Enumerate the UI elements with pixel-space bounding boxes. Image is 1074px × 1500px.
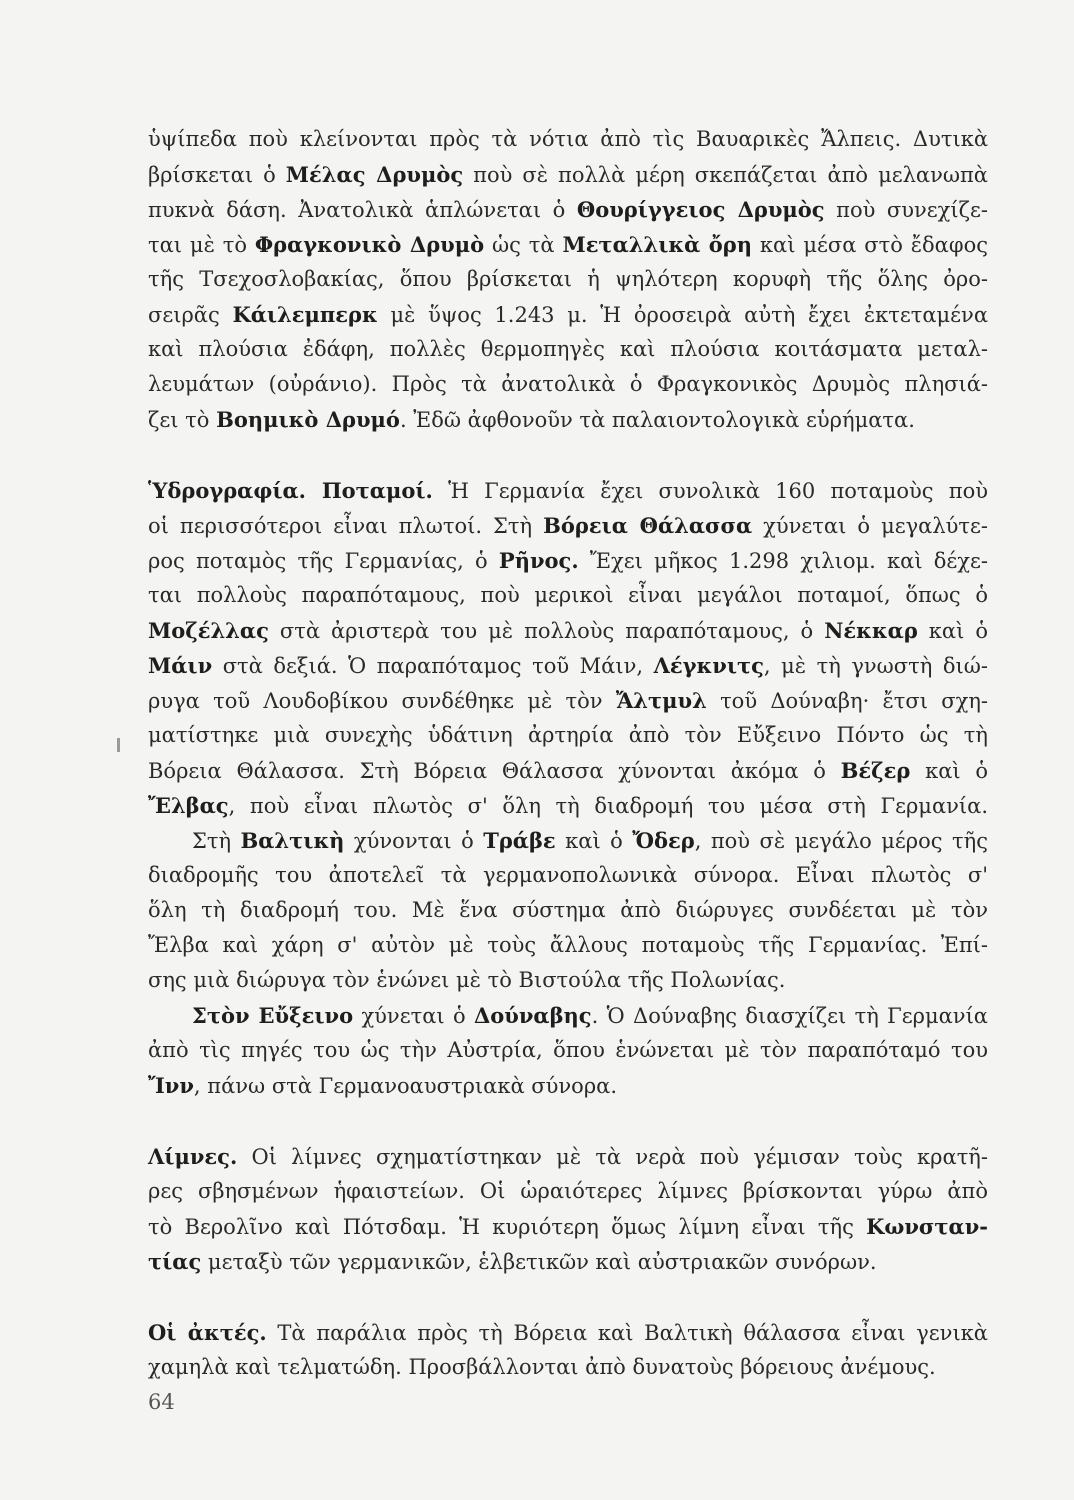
text-line [148,1209,988,1244]
text-run: , ποὺ εἶναι πλωτὸς σ' ὅλη τὴ διαδρομή του μέσα στὴ Γερμανία. [228,794,988,818]
paragraph-2 [148,473,988,1103]
text-run: χύνεται ὁ μεγαλύτε- [752,514,989,538]
text-run: ὑψίπεδα ποὺ κλείνονται πρὸς τὰ νότια ἀπὸ τὶς Βαυαρικὲς Ἄλπεις. Δυτικὰ [148,127,988,151]
text-run: καὶ ὁ [555,829,633,853]
bold-term: Φραγκονικὸ Δρυμὸ [254,232,485,257]
text-run: σειρᾶς [148,303,233,327]
text-line [148,1350,988,1385]
bold-term: Μάιν [148,653,213,678]
text-run: ποὺ συνεχίζε- [824,198,988,222]
bold-term: Βέζερ [840,758,911,783]
bold-term: Κωνσταν- [866,1214,988,1239]
page-body [148,122,988,1385]
text-run: Ἡ Γερμανία ἔχει συνολικὰ 160 ποταμοὺς ποὺ [432,479,988,503]
text-line [148,473,988,508]
text-line [148,823,988,858]
text-run: , ποὺ σὲ μεγάλο μέρος τῆς [694,829,988,853]
text-line [148,1174,988,1209]
bold-term: Θουρίγγειος Δρυμὸς [576,197,825,222]
text-run: ρυγα τοῦ Λουδοβίκου συνδέθηκε μὲ τὸν [148,689,616,713]
text-run: μεταξὺ τῶν γερμανικῶν, ἑλβετικῶν καὶ αὐστριακῶν συνόρων. [201,1250,877,1274]
text-line [148,332,988,367]
text-line [148,262,988,297]
text-run: καὶ πλούσια ἐδάφη, πολλὲς θερμοπηγὲς καὶ πλούσια κοιτάσματα μεταλ- [148,337,988,361]
bold-term: Μεταλλικὰ ὄρη [562,232,753,257]
text-run: ρος ποταμὸς τῆς Γερμανίας, ὁ [148,549,499,573]
text-run: στὰ δεξιά. Ὁ παραπόταμος τοῦ Μάιν, [212,654,654,678]
margin-mark [117,738,120,752]
bold-term: Ἴνν [148,1073,194,1098]
text-run: τὸ Βερολῖνο καὶ Πότσδαμ. Ἡ κυριότερη ὅμως λίμνη εἶναι τῆς [148,1215,867,1239]
text-run: ματίστηκε μιὰ συνεχὴς ὑδάτινη ἀρτηρία ἀπὸ τὸν Εὔξεινο Πόντο ὡς τὴ [148,723,988,747]
text-line [148,122,988,157]
bold-term: Ὄδερ [632,828,695,853]
text-line [148,543,988,578]
bold-term: Κάιλεμπερκ [232,302,378,327]
paragraph-3 [148,1139,988,1279]
text-run: οἱ περισσότεροι εἶναι πλωτοί. Στὴ [148,514,544,538]
text-line [148,1033,988,1068]
text-run: , μὲ τὴ γνωστὴ διώ- [763,654,988,678]
bold-term: τίας [148,1249,202,1274]
text-run: βρίσκεται ὁ [148,163,286,187]
text-run: . Ὁ Δούναβης διασχίζει τὴ Γερμανία [591,1004,988,1028]
text-run: Τὰ παράλια πρὸς τὴ Βόρεια καὶ Βαλτικὴ θάλασσα εἶναι γενικὰ [266,1321,988,1345]
bold-term: Ἔλβας [148,793,229,818]
text-line [148,788,988,823]
text-run: μὲ ὕψος 1.243 μ. Ἡ ὀροσειρὰ αὐτὴ ἔχει ἐκτεταμένα [377,303,988,327]
bold-term: Τράβε [483,828,556,853]
text-line [148,578,988,613]
bold-term: Βοημικὸ Δρυμό [216,407,400,432]
bold-term: Ρῆνος. [498,548,579,573]
text-run: Βόρεια Θάλασσα. Στὴ Βόρεια Θάλασσα χύνονται ἀκόμα ὁ [148,759,841,783]
bold-term: Νέκκαρ [824,618,918,643]
text-run: Ἔλβα καὶ χάρη σ' αὐτὸν μὲ τοὺς ἄλλους ποταμοὺς τῆς Γερμανίας. Ἐπί- [148,933,988,957]
text-run: , πάνω στὰ Γερμανοαυστριακὰ σύνορα. [193,1074,618,1098]
text-run: χύνονται ὁ [344,829,484,853]
text-run: Στὴ [192,829,241,853]
text-line [148,648,988,683]
text-line [148,613,988,648]
bold-term: Μέλας Δρυμὸς [285,162,464,187]
text-run: καὶ ὁ [910,759,988,783]
text-run: ρες σβησμένων ἡφαιστείων. Οἱ ὡραιότερες λίμνες βρίσκονται γύρω ἀπὸ [148,1179,988,1203]
text-line [148,753,988,788]
text-run: ται πολλοὺς παραπόταμους, ποὺ μερικοὶ εἶναι μεγάλοι ποταμοί, ὅπως ὁ [148,583,988,607]
text-run: τῆς Τσεχοσλοβακίας, ὅπου βρίσκεται ἡ ψηλότερη κορυφὴ τῆς ὅλης ὀρο- [148,267,988,291]
bold-term: Οἱ ἀκτές. [148,1320,267,1345]
bold-term: Βόρεια Θάλασσα [543,513,753,538]
text-run: . Ἐδῶ ἀφθονοῦν τὰ παλαιοντολογικὰ εὑρήματα. [399,408,915,432]
text-line [148,157,988,192]
text-run: διαδρομῆς του ἀποτελεῖ τὰ γερμανοπολωνικὰ σύνορα. Εἶναι πλωτὸς σ' [148,863,988,887]
bold-term: Μοζέλλας [148,618,269,643]
text-run: τοῦ Δούναβη· ἔτσι σχη- [706,689,988,713]
text-run: χύνεται ὁ [353,1004,474,1028]
text-line [148,192,988,227]
text-line [148,367,988,402]
text-run: σης μιὰ διώρυγα τὸν ἑνώνει μὲ τὸ Βιστούλα τῆς Πολωνίας. [148,968,786,992]
text-run: Ἔχει μῆκος 1.298 χιλιομ. καὶ δέχε- [578,549,988,573]
text-line [148,1244,988,1279]
text-run: ται μὲ τὸ [148,233,255,257]
text-line [148,1068,988,1103]
page-number: 64 [148,1390,175,1414]
text-line [148,508,988,543]
text-run: ποὺ σὲ πολλὰ μέρη σκεπάζεται ἀπὸ μελανωπὰ [463,163,988,187]
text-run: καὶ ὁ [917,619,988,643]
paragraph-4 [148,1315,988,1385]
bold-term: Ὑδρογραφία. Ποταμοί. [148,478,433,503]
text-line [148,718,988,753]
text-run: ὡς τὰ [484,233,563,257]
text-line [148,297,988,332]
bold-term: Δούναβης [473,1003,592,1028]
paragraph-1 [148,122,988,437]
text-line [148,893,988,928]
text-line [148,683,988,718]
text-line [148,998,988,1033]
text-run: ἀπὸ τὶς πηγές του ὡς τὴν Αὐστρία, ὅπου ἑνώνεται μὲ τὸν παραπόταμό του [148,1038,988,1062]
text-line [148,227,988,262]
text-run: ζει τὸ [148,408,217,432]
text-line [148,963,988,998]
bold-term: Λέγκνιτς [653,653,764,678]
text-run: ὅλη τὴ διαδρομή του. Μὲ ἕνα σύστημα ἀπὸ διώρυγες συνδέεται μὲ τὸν [148,898,988,922]
bold-term: Βαλτικὴ [240,828,345,853]
text-line [148,858,988,893]
text-run: χαμηλὰ καὶ τελματώδη. Προσβάλλονται ἀπὸ δυνατοὺς βόρειους ἀνέμους. [148,1355,936,1379]
text-run: πυκνὰ δάση. Ἀνατολικὰ ἁπλώνεται ὁ [148,198,577,222]
text-run: λευμάτων (οὐράνιο). Πρὸς τὰ ἀνατολικὰ ὁ Φραγκονικὸς Δρυμὸς πλησιά- [148,372,988,396]
bold-term: Λίμνες. [148,1144,238,1169]
text-run: στὰ ἀριστερὰ του μὲ πολλοὺς παραπόταμους, ὁ [268,619,825,643]
text-run: Οἱ λίμνες σχηματίστηκαν μὲ τὰ νερὰ ποὺ γέμισαν τοὺς κρατῆ- [237,1145,988,1169]
text-line [148,1315,988,1350]
text-line [148,928,988,963]
bold-term: Στὸν Εὔξεινο [192,1003,354,1028]
text-line [148,402,988,437]
bold-term: Ἄλτμυλ [615,688,707,713]
text-line [148,1139,988,1174]
text-run: καὶ μέσα στὸ ἔδαφος [752,233,988,257]
